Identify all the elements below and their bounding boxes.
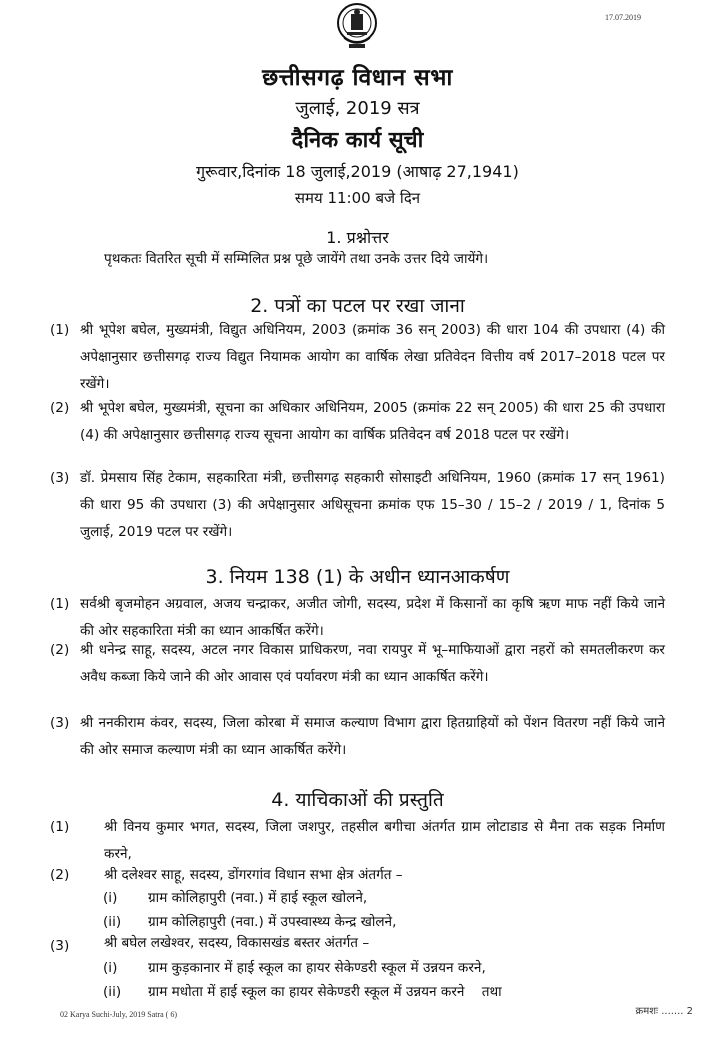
s3-item-1-text: सर्वश्री बृजमोहन अग्रवाल, अजय चन्द्राकर, अजीत जोगी, सदस्य, प्रदेश में किसानों का कृषि ऋण माफ नहीं किये जाने की ओर सहकारिता मंत्री का ध्यान आकर्षित करेंगे। [80,596,665,639]
s3-item-3-num: (3) [50,715,70,731]
s3-item-2-num: (2) [50,642,70,658]
s3-item-1-num: (1) [50,596,70,612]
s4-item-2-num: (2) [50,867,70,883]
s4-item-2-text: श्री दलेश्वर साहू, सदस्य, डोंगरगांव विधान सभा क्षेत्र अंतर्गत – [104,867,403,883]
date-line: गुरूवार,दिनांक 18 जुलाई,2019 (आषाढ़ 27,1941) [196,162,519,181]
section-4-heading: 4. याचिकाओं की प्रस्तुति [271,789,444,811]
s2-item-3-num: (3) [50,470,70,486]
s4-item-3-sub-2-num: (ii) [103,984,122,1000]
s4-item-3-sub-1-num: (i) [103,960,118,976]
s4-item-1-text: श्री विनय कुमार भगत, सदस्य, जिला जशपुर, तहसील बगीचा अंतर्गत ग्राम लोटाडाड से मैना तक सड़क निर्माण करने, [104,819,665,862]
s2-item-3-text: डॉ. प्रेमसाय सिंह टेकाम, सहकारिता मंत्री, छत्तीसगढ़ सहकारी सोसाइटी अधिनियम, 1960 (क्रमांक 17 सन् 1961) की धारा 95 की उपधारा (3) की अपेक्षानुसार अधिसूचना क्रमांक एफ 15–30 / 15–2 / 2019 / 1, दिनांक 5 जुलाई, 2019 पटल पर रखेंगे। [80,470,665,540]
section-1-text: पृथकतः वितरित सूची में सम्मिलित प्रश्न पूछे जायेंगे तथा उनके उत्तर दिये जायेंगे। [104,251,489,267]
s2-item-2-text: श्री भूपेश बघेल, मुख्यमंत्री, सूचना का अधिकार अधिनियम, 2005 (क्रमांक 22 सन् 2005) की धारा 25 की उपधारा (4) की अपेक्षानुसार छत्तीसगढ़ राज्य सूचना आयोग का वार्षिक प्रतिवेदन वर्ष 2018 पटल पर रखेंगे। [80,400,665,443]
s4-item-2-sub-2-num: (ii) [103,914,122,930]
s3-item-3-text: श्री ननकीराम कंवर, सदस्य, जिला कोरबा में समाज कल्याण विभाग द्वारा हितग्राहियों को पेंशन वितरण नहीं किये जाने की ओर समाज कल्याण मंत्री का ध्यान आकर्षित करेंगे। [80,715,665,758]
time-line: समय 11:00 बजे दिन [294,189,421,207]
s4-item-3-sub-2-text: ग्राम मधोता में हाई स्कूल का हायर सेकेण्डरी स्कूल में उन्नयन करने तथा [148,984,502,1000]
section-3-heading: 3. नियम 138 (1) के अधीन ध्यानआकर्षण [205,566,510,588]
s4-item-2-sub-2-text: ग्राम कोलिहापुरी (नवा.) में उपस्वास्थ्य केन्द्र खोलने, [148,914,397,930]
date-stamp: 17.07.2019 [605,13,641,22]
s4-item-2-sub-1-text: ग्राम कोलिहापुरी (नवा.) में हाई स्कूल खोलने, [148,890,368,906]
assembly-title: छत्तीसगढ़ विधान सभा [262,65,453,91]
session-title: जुलाई, 2019 सत्र [295,98,420,119]
s2-item-2-num: (2) [50,400,70,416]
footer-continued: क्रमशः ....... 2 [635,1006,693,1017]
s3-item-2-text: श्री धनेन्द्र साहू, सदस्य, अटल नगर विकास प्राधिकरण, नवा रायपुर में भू–माफियाओं द्वारा नहरों को समतलीकरण कर अवैध कब्जा किये जाने की ओर आवास एवं पर्यावरण मंत्री का ध्यान आकर्षित करेंगे। [80,642,665,685]
s4-item-2-sub-1-num: (i) [103,890,118,906]
agenda-title: दैनिक कार्य सूची [291,128,424,153]
s2-item-1-text: श्री भूपेश बघेल, मुख्यमंत्री, विद्युत अधिनियम, 2003 (क्रमांक 36 सन् 2003) की धारा 104 की उपधारा (4) की अपेक्षानुसार छत्तीसगढ़ राज्य विद्युत नियामक आयोग का वार्षिक लेखा प्रतिवेदन वित्तीय वर्ष 2017–2018 पटल पर रखेंगे। [80,322,665,392]
s4-item-3-num: (3) [50,938,70,954]
section-1-heading: 1. प्रश्नोत्तर [326,228,389,247]
assembly-emblem-icon [336,2,378,52]
s2-item-1-num: (1) [50,322,70,338]
s4-item-3-sub-1-text: ग्राम कुड़कानार में हाई स्कूल का हायर सेकेण्डरी स्कूल में उन्नयन करने, [148,960,486,976]
s4-item-1-num: (1) [50,819,70,835]
footer-file-ref: 02 Karya Suchi-July, 2019 Satra ( 6) [60,1010,178,1019]
s4-item-3-text: श्री बघेल लखेश्वर, सदस्य, विकासखंड बस्तर अंतर्गत – [104,935,370,951]
section-2-heading: 2. पत्रों का पटल पर रखा जाना [250,295,465,317]
